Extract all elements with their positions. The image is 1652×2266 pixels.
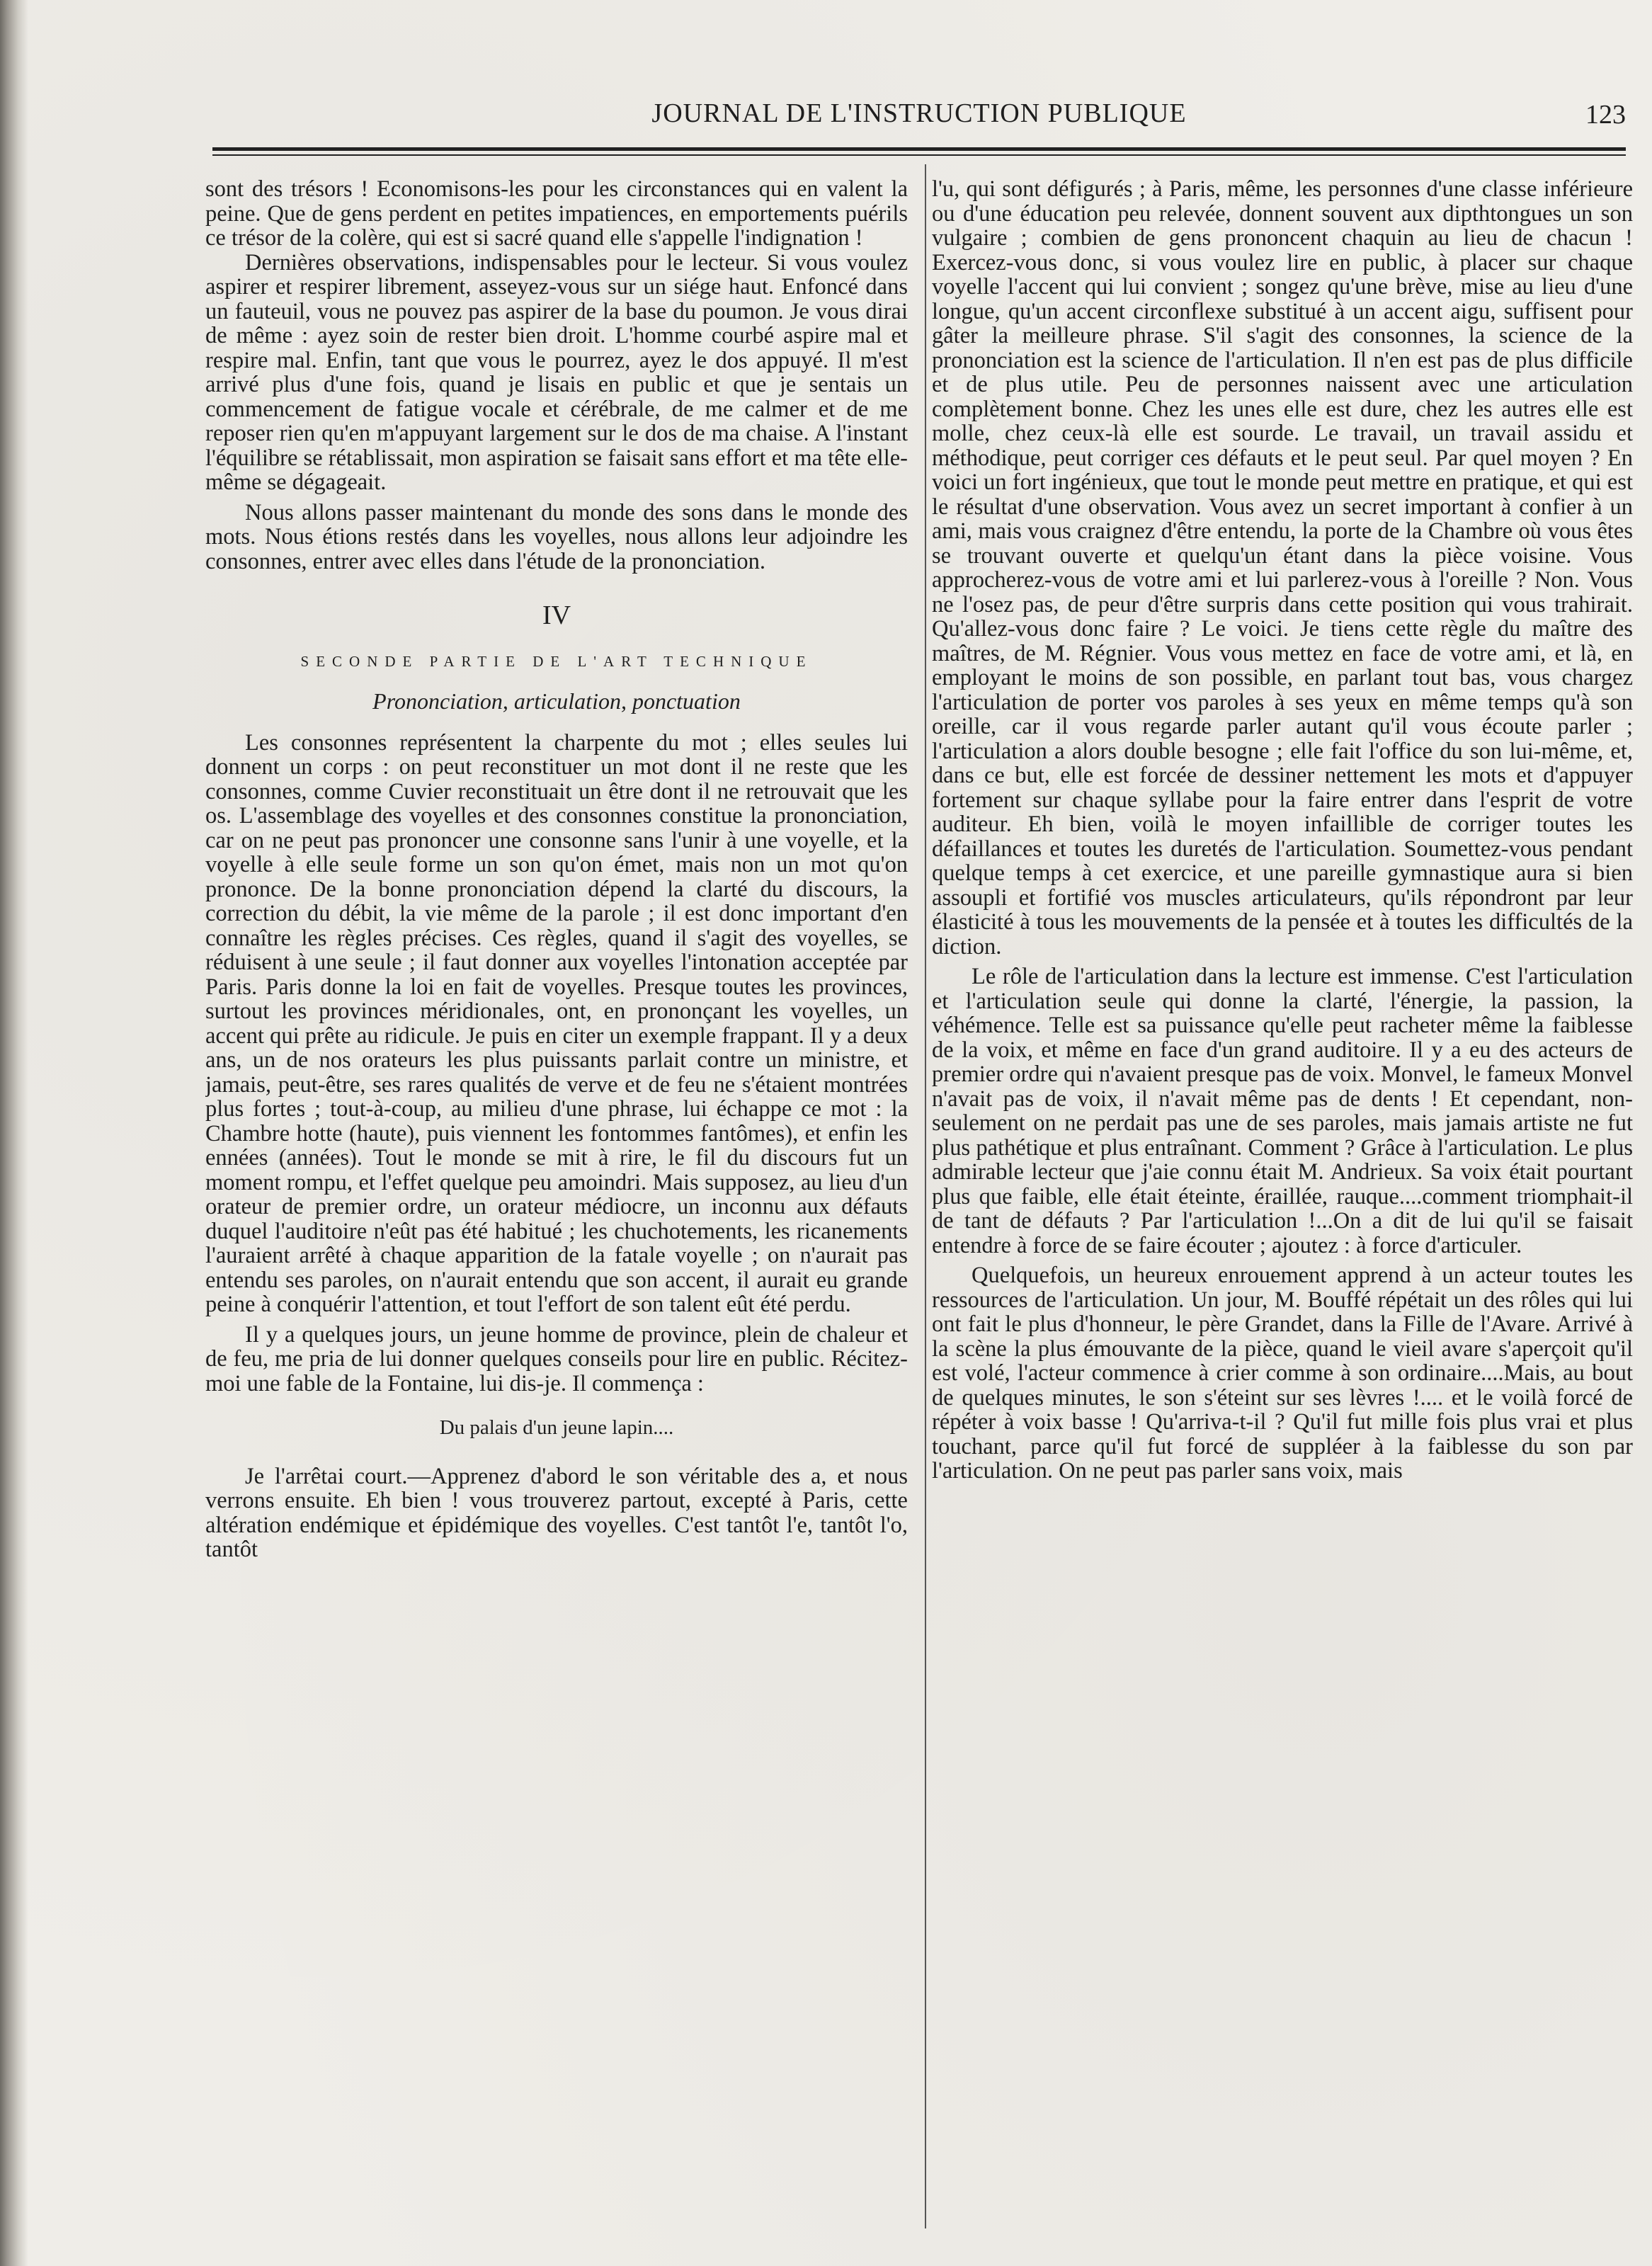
- right-column: [932, 177, 1633, 2202]
- paragraph: Le rôle de l'articulation dans la lecture est immense. C'est l'articulation et l'articulation seule qui donne la clarté, l'énergie, la passion, la véhémence. Telle est sa puissance qu'elle peut racheter même la faiblesse de la voix, et même en face d'un grand auditoire. Il y a eu des acteurs de premier ordre qui n'avaient presque pas de voix. Monvel, le fameux Monvel n'avait pas de voix, il n'avait même pas de dents ! Et cependant, non-seulement on ne perdait pas une de ses paroles, mais jamais artiste ne fut plus pathétique et plus entraînant. Comment ? Grâce à l'articulation. Le plus admirable lecteur que j'aie connu était M. Andrieux. Sa voix était pourtant plus que faible, elle était éteinte, éraillée, rauque....comment triomphait-il de tant de défauts ? Par l'articulation !...On a dit de lui qu'il se faisait entendre à force de se faire écouter ; ajoutez : à force d'articuler.: [932, 964, 1633, 1258]
- journal-title: JOURNAL DE L'INSTRUCTION PUBLIQUE: [651, 98, 1187, 128]
- paragraph: Dernières observations, indispensables pour le lecteur. Si vous voulez aspirer et respirer librement, asseyez-vous sur un siége haut. Enfoncé dans un fauteuil, vous ne pouvez pas aspirer de la base du poumon. Je vous dirai de même : ayez soin de rester bien droit. L'homme courbé aspire mal et respire mal. Enfin, tant que vous le pourrez, ayez le dos appuyé. Il m'est arrivé plus d'une fois, quand je lisais en public et que je sentais un commencement de fatigue vocale et cérébrale, de me calmer et de me reposer rien qu'en m'appuyant largement sur le dos de ma chaise. A l'instant l'équilibre se rétablissait, mon aspiration se faisait sans effort et ma tête elle-même se dégageait.: [205, 249, 908, 495]
- paragraph: Il y a quelques jours, un jeune homme de province, plein de chaleur et de feu, me pria de lui donner quelques conseils pour lire en public. Récitez-moi une fable de la Fontaine, lui dis-je. Il commença :: [205, 1321, 908, 1396]
- paragraph: sont des trésors ! Economisons-les pour les circonstances qui en valent la peine. Que de gens perdent en petites impatiences, en emportements puérils ce trésor de la colère, qui est si sacré quand elle s'appelle l'indignation !: [205, 177, 908, 251]
- section-subtitle: Prononciation, articulation, ponctuation: [372, 688, 741, 714]
- paragraph: Quelquefois, un heureux enrouement apprend à un acteur toutes les ressources de l'articulation. Un jour, M. Bouffé répétait un des rôles qui lui ont fait le plus d'honneur, le père Grandet, dans la Fille de l'Avare. Arrivé à la scène la plus émouvante de la pièce, quand le vieil avare s'aperçoit qu'il est volé, l'acteur commence à crier comme à son ordinaire....Mais, au bout de quelques minutes, le son s'éteint sur ses lèvres !.... et le voilà forcé de répéter à voix basse ! Qu'arriva-t-il ? Qu'il fut mille fois plus vrai et plus touchant, parce qu'il fut forcé de suppléer à la faiblesse du son par l'articulation. On ne peut pas parler sans voix, mais: [932, 1263, 1633, 1484]
- column-separator: [925, 164, 926, 2228]
- header-rule-thick: [212, 147, 1626, 151]
- paragraph: l'u, qui sont défigurés ; à Paris, même, les personnes d'une classe inférieure ou d'une éducation peu relevée, donnent souvent aux dipthtongues un son vulgaire ; combien de gens prononcent chaquin au lieu de chacun ! Exercez-vous donc, si vous voulez lire en public, à placer sur chaque voyelle l'accent qui lui convient ; songez qu'une brève, mise au lieu d'une longue, qu'un accent circonflexe substitué à un accent aigu, suffisent pour gâter la meilleure phrase. S'il s'agit des consonnes, la science de la prononciation est la science de l'articulation. Il n'en est pas de plus difficile et de plus utile. Peu de personnes naissent avec une articulation complètement bonne. Chez les unes elle est dure, chez les autres elle est molle, chez ceux-là elle est sourde. Le travail, un travail assidu et méthodique, peut corriger ces défauts et le peut seul. Par quel moyen ? En voici un fort ingénieux, que tout le monde peut mettre en pratique, et qui est le résultat d'une observation. Vous avez un secret important à confier à un ami, mais vous craignez d'être entendu, la porte de la Chambre où vous êtes se trouvant ouverte et quelqu'un étant dans la pièce voisine. Vous approcherez-vous de votre ami et lui parlerez-vous à l'oreille ? Non. Vous ne l'osez pas, de peur d'être surpris dans cette position qui vous trahirait. Qu'allez-vous donc faire ? Le voici. Je tiens cette règle du maître des maîtres, de M. Régnier. Vous vous mettez en face de votre ami, et là, en employant le moins de son possible, en parlant tout bas, vous chargez l'articulation de porter vos paroles à ses yeux en même temps qu'à son oreille, car il vous regarde parler autant qu'il vous écoute parler ; l'articulation a alors double besogne ; elle fait l'office du son lui-même, et, dans ce but, elle est forcée de dessiner nettement les mots et d'appuyer fortement sur chaque syllabe pour la faire entrer dans l'esprit de votre auditeur. Eh bien, voilà le moyen infaillible de corriger toutes les défaillances et toutes les duretés de l'articulation. Soumettez-vous pendant quelque temps à cet exercice, et une pareille gymnastique aura si bien assoupli et fortifié vos muscles articulateurs, qu'ils répondront par leur élasticité à tous les mouvements de la pensée et à toutes les difficultés de la diction.: [932, 177, 1633, 960]
- left-column: [205, 177, 908, 2202]
- paragraph: Je l'arrêtai court.—Apprenez d'abord le son véritable des a, et nous verrons ensuite. Eh bien ! vous trouverez partout, excepté à Paris, cette altération endémique et épidémique des voyelles. C'est tantôt l'e, tantôt l'o, tantôt: [205, 1463, 908, 1562]
- header-rule-thin: [212, 154, 1626, 156]
- scan-binding-edge: [0, 0, 28, 2266]
- part-title: SECONDE PARTIE DE L'ART TECHNIQUE: [300, 652, 813, 670]
- quoted-verse: Du palais d'un jeune lapin....: [439, 1416, 674, 1439]
- paragraph: Nous allons passer maintenant du monde des sons dans le monde des mots. Nous étions restés dans les voyelles, nous allons leur adjoindre les consonnes, entrer avec elles dans l'étude de la prononciation.: [205, 499, 908, 574]
- page-number: 123: [1585, 100, 1626, 130]
- paragraph: Les consonnes représentent la charpente du mot ; elles seules lui donnent un corps : on peut reconstituer un mot dont il ne reste que les consonnes, comme Cuvier reconstituait un être dont il ne retrouvait que les os. L'assemblage des voyelles et des consonnes constitue la prononciation, car on ne peut pas prononcer une consonne sans l'unir à une voyelle, et la voyelle à elle seule forme un son qu'on émet, mais non un mot qu'on prononce. De la bonne prononciation dépend la clarté du discours, la correction du débit, la vie même de la parole ; il est donc important d'en connaître les règles précises. Ces règles, quand il s'agit des voyelles, se réduisent à une seule ; il faut donner aux voyelles l'intonation acceptée par Paris. Paris donne la loi en fait de voyelles. Presque toutes les provinces, surtout les provinces méridionales, ont, en prononçant les voyelles, un accent qui prête au ridicule. Je puis en citer un exemple frappant. Il y a deux ans, un de nos orateurs les plus puissants parlait contre un ministre, et jamais, peut-être, ses rares qualités de verve et de feu ne s'étaient montrées plus fortes ; tout-à-coup, au milieu d'une phrase, lui échappe ce mot : la Chambre hotte (haute), puis viennent les fontommes fantômes), et enfin les ennées (années). Tout le monde se mit à rire, le fil du discours fut un moment rompu, et l'effet quelque peu amoindri. Mais supposez, au lieu d'un orateur de premier ordre, un orateur médiocre, un inconnu aux défauts duquel l'auditoire n'eût pas été habitué ; les chuchotements, les ricanements l'auraient arrêté à chaque apparition de la fatale voyelle ; on n'aurait pas entendu ses paroles, on n'aurait entendu que son accent, il aurait eu grande peine à conquérir l'attention, et tout l'effort de son talent eût été perdu.: [205, 729, 908, 1317]
- page-header: [212, 98, 1626, 140]
- section-number: IV: [542, 600, 571, 630]
